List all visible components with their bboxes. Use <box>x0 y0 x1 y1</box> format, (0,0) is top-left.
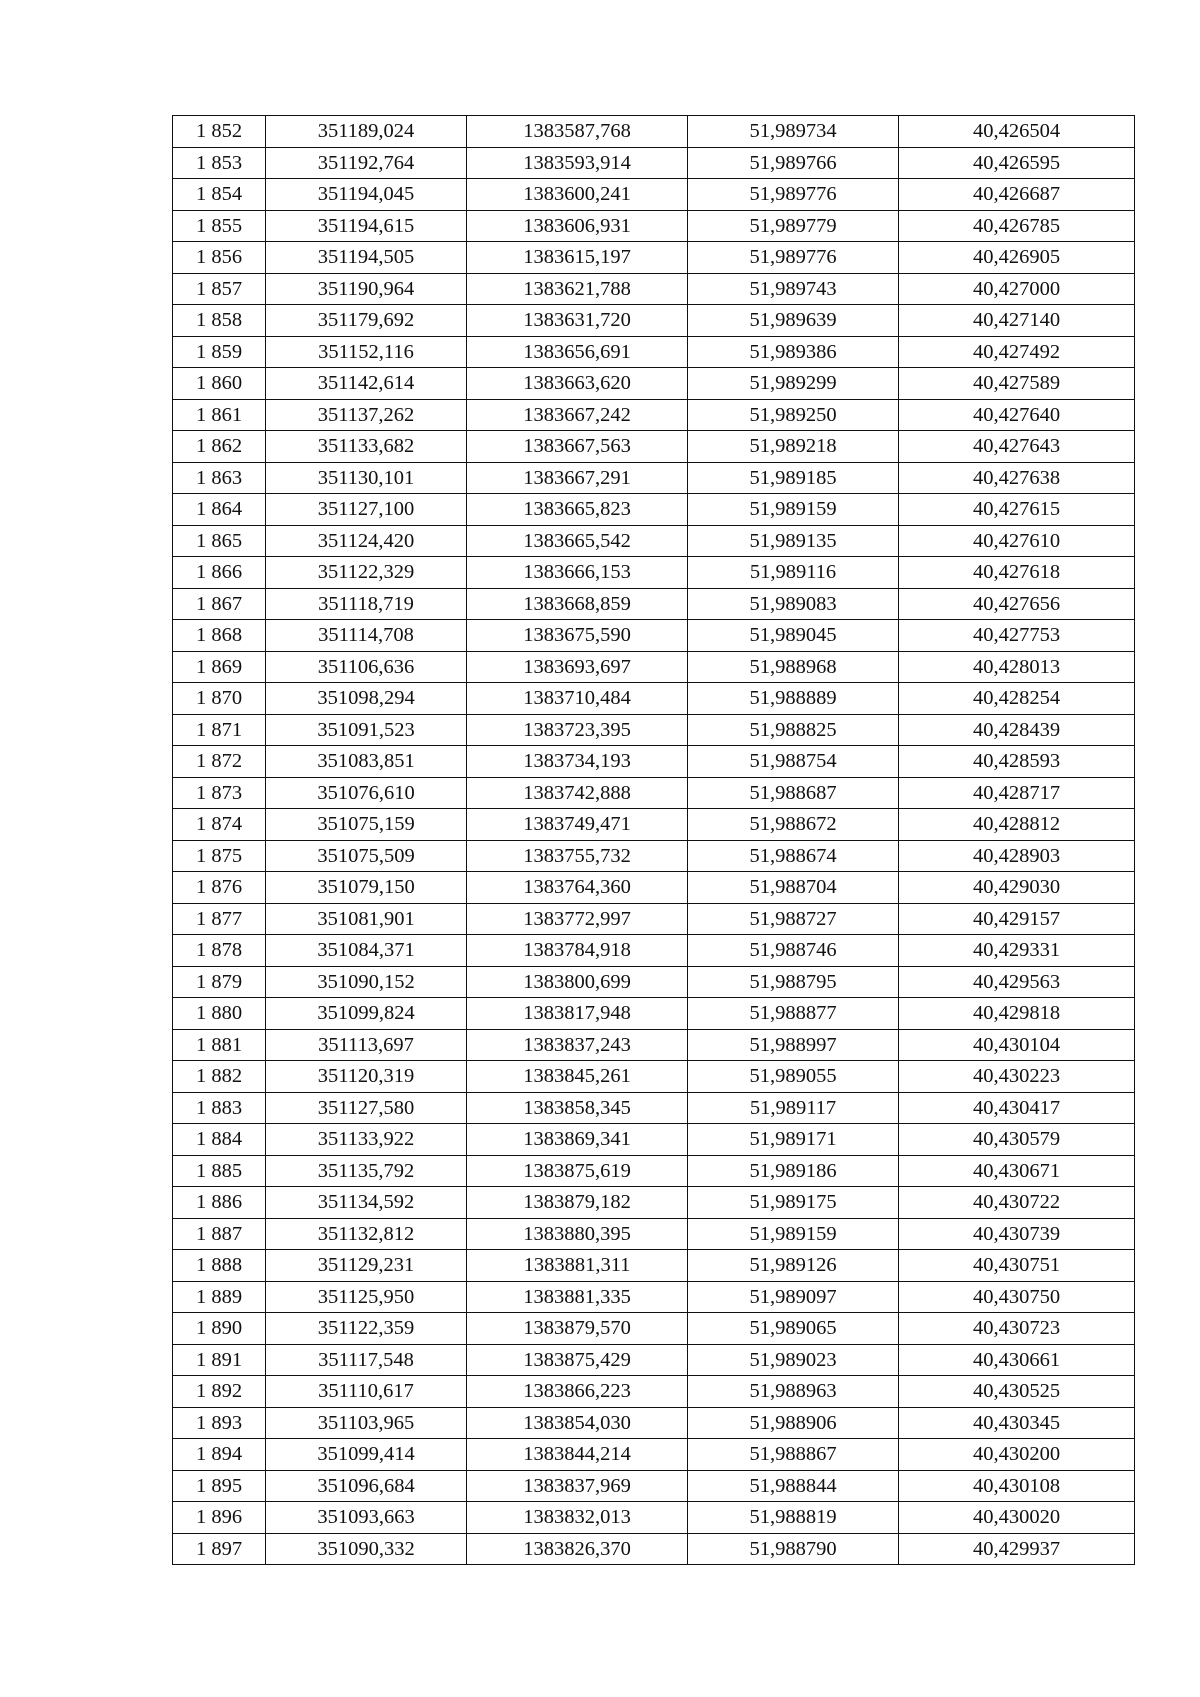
table-row <box>173 1313 1135 1345</box>
x-coordinate-cell: 351075,159 <box>266 809 467 841</box>
x-coordinate-cell: 351075,509 <box>266 840 467 872</box>
table-row <box>173 683 1135 715</box>
latitude-cell: 51,989135 <box>688 525 899 557</box>
point-number-cell: 1 870 <box>173 683 266 715</box>
latitude-cell: 51,989776 <box>688 179 899 211</box>
point-number-cell: 1 860 <box>173 368 266 400</box>
longitude-cell: 40,427618 <box>899 557 1135 589</box>
x-coordinate-cell: 351120,319 <box>266 1061 467 1093</box>
table-row <box>173 998 1135 1030</box>
point-number-cell: 1 865 <box>173 525 266 557</box>
y-coordinate-cell: 1383668,859 <box>467 588 688 620</box>
table-row <box>173 431 1135 463</box>
table-row <box>173 399 1135 431</box>
y-coordinate-cell: 1383845,261 <box>467 1061 688 1093</box>
point-number-cell: 1 872 <box>173 746 266 778</box>
longitude-cell: 40,426504 <box>899 116 1135 148</box>
y-coordinate-cell: 1383881,311 <box>467 1250 688 1282</box>
longitude-cell: 40,429157 <box>899 903 1135 935</box>
point-number-cell: 1 894 <box>173 1439 266 1471</box>
longitude-cell: 40,430722 <box>899 1187 1135 1219</box>
point-number-cell: 1 855 <box>173 210 266 242</box>
x-coordinate-cell: 351079,150 <box>266 872 467 904</box>
y-coordinate-cell: 1383631,720 <box>467 305 688 337</box>
table-row <box>173 1092 1135 1124</box>
point-number-cell: 1 868 <box>173 620 266 652</box>
point-number-cell: 1 879 <box>173 966 266 998</box>
x-coordinate-cell: 351122,329 <box>266 557 467 589</box>
table-row <box>173 1124 1135 1156</box>
y-coordinate-cell: 1383723,395 <box>467 714 688 746</box>
table-row <box>173 525 1135 557</box>
latitude-cell: 51,989097 <box>688 1281 899 1313</box>
x-coordinate-cell: 351099,824 <box>266 998 467 1030</box>
latitude-cell: 51,988825 <box>688 714 899 746</box>
longitude-cell: 40,430200 <box>899 1439 1135 1471</box>
longitude-cell: 40,427589 <box>899 368 1135 400</box>
point-number-cell: 1 863 <box>173 462 266 494</box>
table-row <box>173 1344 1135 1376</box>
y-coordinate-cell: 1383880,395 <box>467 1218 688 1250</box>
x-coordinate-cell: 351076,610 <box>266 777 467 809</box>
table-row <box>173 179 1135 211</box>
x-coordinate-cell: 351117,548 <box>266 1344 467 1376</box>
y-coordinate-cell: 1383667,291 <box>467 462 688 494</box>
y-coordinate-cell: 1383764,360 <box>467 872 688 904</box>
x-coordinate-cell: 351194,505 <box>266 242 467 274</box>
longitude-cell: 40,426785 <box>899 210 1135 242</box>
latitude-cell: 51,989023 <box>688 1344 899 1376</box>
point-number-cell: 1 867 <box>173 588 266 620</box>
y-coordinate-cell: 1383667,242 <box>467 399 688 431</box>
point-number-cell: 1 883 <box>173 1092 266 1124</box>
point-number-cell: 1 871 <box>173 714 266 746</box>
longitude-cell: 40,427615 <box>899 494 1135 526</box>
longitude-cell: 40,426687 <box>899 179 1135 211</box>
x-coordinate-cell: 351133,682 <box>266 431 467 463</box>
y-coordinate-cell: 1383606,931 <box>467 210 688 242</box>
x-coordinate-cell: 351132,812 <box>266 1218 467 1250</box>
point-number-cell: 1 886 <box>173 1187 266 1219</box>
longitude-cell: 40,427640 <box>899 399 1135 431</box>
y-coordinate-cell: 1383600,241 <box>467 179 688 211</box>
table-row <box>173 1407 1135 1439</box>
latitude-cell: 51,989299 <box>688 368 899 400</box>
table-row <box>173 557 1135 589</box>
x-coordinate-cell: 351118,719 <box>266 588 467 620</box>
longitude-cell: 40,428717 <box>899 777 1135 809</box>
point-number-cell: 1 891 <box>173 1344 266 1376</box>
x-coordinate-cell: 351125,950 <box>266 1281 467 1313</box>
longitude-cell: 40,430723 <box>899 1313 1135 1345</box>
longitude-cell: 40,430579 <box>899 1124 1135 1156</box>
latitude-cell: 51,988674 <box>688 840 899 872</box>
point-number-cell: 1 873 <box>173 777 266 809</box>
y-coordinate-cell: 1383656,691 <box>467 336 688 368</box>
y-coordinate-cell: 1383826,370 <box>467 1533 688 1565</box>
latitude-cell: 51,988819 <box>688 1502 899 1534</box>
latitude-cell: 51,988672 <box>688 809 899 841</box>
table-row <box>173 1502 1135 1534</box>
table-row <box>173 242 1135 274</box>
table-row <box>173 210 1135 242</box>
latitude-cell: 51,988727 <box>688 903 899 935</box>
y-coordinate-cell: 1383742,888 <box>467 777 688 809</box>
y-coordinate-cell: 1383844,214 <box>467 1439 688 1471</box>
longitude-cell: 40,426905 <box>899 242 1135 274</box>
point-number-cell: 1 881 <box>173 1029 266 1061</box>
latitude-cell: 51,989159 <box>688 1218 899 1250</box>
y-coordinate-cell: 1383665,542 <box>467 525 688 557</box>
longitude-cell: 40,428903 <box>899 840 1135 872</box>
longitude-cell: 40,428013 <box>899 651 1135 683</box>
point-number-cell: 1 859 <box>173 336 266 368</box>
point-number-cell: 1 887 <box>173 1218 266 1250</box>
x-coordinate-cell: 351124,420 <box>266 525 467 557</box>
x-coordinate-cell: 351192,764 <box>266 147 467 179</box>
y-coordinate-cell: 1383837,969 <box>467 1470 688 1502</box>
y-coordinate-cell: 1383615,197 <box>467 242 688 274</box>
point-number-cell: 1 877 <box>173 903 266 935</box>
x-coordinate-cell: 351081,901 <box>266 903 467 935</box>
table-row <box>173 872 1135 904</box>
latitude-cell: 51,989159 <box>688 494 899 526</box>
x-coordinate-cell: 351189,024 <box>266 116 467 148</box>
x-coordinate-cell: 351093,663 <box>266 1502 467 1534</box>
point-number-cell: 1 876 <box>173 872 266 904</box>
latitude-cell: 51,989065 <box>688 1313 899 1345</box>
longitude-cell: 40,430223 <box>899 1061 1135 1093</box>
latitude-cell: 51,989171 <box>688 1124 899 1156</box>
point-number-cell: 1 862 <box>173 431 266 463</box>
y-coordinate-cell: 1383710,484 <box>467 683 688 715</box>
longitude-cell: 40,428439 <box>899 714 1135 746</box>
longitude-cell: 40,428254 <box>899 683 1135 715</box>
table-row <box>173 1029 1135 1061</box>
longitude-cell: 40,427643 <box>899 431 1135 463</box>
x-coordinate-cell: 351135,792 <box>266 1155 467 1187</box>
y-coordinate-cell: 1383832,013 <box>467 1502 688 1534</box>
y-coordinate-cell: 1383693,697 <box>467 651 688 683</box>
y-coordinate-cell: 1383772,997 <box>467 903 688 935</box>
x-coordinate-cell: 351103,965 <box>266 1407 467 1439</box>
x-coordinate-cell: 351127,100 <box>266 494 467 526</box>
table-row <box>173 147 1135 179</box>
latitude-cell: 51,989116 <box>688 557 899 589</box>
x-coordinate-cell: 351194,615 <box>266 210 467 242</box>
latitude-cell: 51,988790 <box>688 1533 899 1565</box>
latitude-cell: 51,988844 <box>688 1470 899 1502</box>
x-coordinate-cell: 351133,922 <box>266 1124 467 1156</box>
table-row <box>173 840 1135 872</box>
table-row <box>173 746 1135 778</box>
latitude-cell: 51,988877 <box>688 998 899 1030</box>
longitude-cell: 40,430525 <box>899 1376 1135 1408</box>
longitude-cell: 40,427753 <box>899 620 1135 652</box>
latitude-cell: 51,989218 <box>688 431 899 463</box>
point-number-cell: 1 895 <box>173 1470 266 1502</box>
longitude-cell: 40,427638 <box>899 462 1135 494</box>
x-coordinate-cell: 351137,262 <box>266 399 467 431</box>
point-number-cell: 1 856 <box>173 242 266 274</box>
latitude-cell: 51,988889 <box>688 683 899 715</box>
longitude-cell: 40,430661 <box>899 1344 1135 1376</box>
table-row <box>173 1187 1135 1219</box>
point-number-cell: 1 896 <box>173 1502 266 1534</box>
latitude-cell: 51,989126 <box>688 1250 899 1282</box>
x-coordinate-cell: 351091,523 <box>266 714 467 746</box>
table-row <box>173 1155 1135 1187</box>
point-number-cell: 1 890 <box>173 1313 266 1345</box>
y-coordinate-cell: 1383837,243 <box>467 1029 688 1061</box>
y-coordinate-cell: 1383866,223 <box>467 1376 688 1408</box>
table-row <box>173 1533 1135 1565</box>
y-coordinate-cell: 1383817,948 <box>467 998 688 1030</box>
longitude-cell: 40,430345 <box>899 1407 1135 1439</box>
y-coordinate-cell: 1383755,732 <box>467 840 688 872</box>
table-row <box>173 777 1135 809</box>
table-row <box>173 1061 1135 1093</box>
point-number-cell: 1 897 <box>173 1533 266 1565</box>
table-row <box>173 116 1135 148</box>
latitude-cell: 51,989386 <box>688 336 899 368</box>
latitude-cell: 51,989766 <box>688 147 899 179</box>
longitude-cell: 40,430104 <box>899 1029 1135 1061</box>
table-row <box>173 651 1135 683</box>
y-coordinate-cell: 1383800,699 <box>467 966 688 998</box>
longitude-cell: 40,430751 <box>899 1250 1135 1282</box>
table-row <box>173 273 1135 305</box>
table-row <box>173 620 1135 652</box>
longitude-cell: 40,430417 <box>899 1092 1135 1124</box>
latitude-cell: 51,989734 <box>688 116 899 148</box>
coordinates-table-body <box>173 116 1135 1565</box>
longitude-cell: 40,428812 <box>899 809 1135 841</box>
y-coordinate-cell: 1383858,345 <box>467 1092 688 1124</box>
point-number-cell: 1 892 <box>173 1376 266 1408</box>
latitude-cell: 51,988997 <box>688 1029 899 1061</box>
y-coordinate-cell: 1383879,182 <box>467 1187 688 1219</box>
table-row <box>173 336 1135 368</box>
latitude-cell: 51,988906 <box>688 1407 899 1439</box>
x-coordinate-cell: 351099,414 <box>266 1439 467 1471</box>
latitude-cell: 51,989055 <box>688 1061 899 1093</box>
x-coordinate-cell: 351190,964 <box>266 273 467 305</box>
point-number-cell: 1 882 <box>173 1061 266 1093</box>
x-coordinate-cell: 351084,371 <box>266 935 467 967</box>
x-coordinate-cell: 351129,231 <box>266 1250 467 1282</box>
point-number-cell: 1 866 <box>173 557 266 589</box>
table-row <box>173 1218 1135 1250</box>
longitude-cell: 40,427492 <box>899 336 1135 368</box>
coordinates-table <box>172 115 1135 1565</box>
table-row <box>173 1376 1135 1408</box>
x-coordinate-cell: 351194,045 <box>266 179 467 211</box>
x-coordinate-cell: 351090,152 <box>266 966 467 998</box>
y-coordinate-cell: 1383875,429 <box>467 1344 688 1376</box>
longitude-cell: 40,426595 <box>899 147 1135 179</box>
y-coordinate-cell: 1383621,788 <box>467 273 688 305</box>
table-row <box>173 935 1135 967</box>
point-number-cell: 1 858 <box>173 305 266 337</box>
x-coordinate-cell: 351179,692 <box>266 305 467 337</box>
table-row <box>173 494 1135 526</box>
latitude-cell: 51,989186 <box>688 1155 899 1187</box>
table-row <box>173 462 1135 494</box>
y-coordinate-cell: 1383675,590 <box>467 620 688 652</box>
latitude-cell: 51,988867 <box>688 1439 899 1471</box>
latitude-cell: 51,989779 <box>688 210 899 242</box>
table-row <box>173 588 1135 620</box>
longitude-cell: 40,430108 <box>899 1470 1135 1502</box>
x-coordinate-cell: 351106,636 <box>266 651 467 683</box>
longitude-cell: 40,429331 <box>899 935 1135 967</box>
y-coordinate-cell: 1383879,570 <box>467 1313 688 1345</box>
x-coordinate-cell: 351130,101 <box>266 462 467 494</box>
table-row <box>173 903 1135 935</box>
point-number-cell: 1 853 <box>173 147 266 179</box>
latitude-cell: 51,989776 <box>688 242 899 274</box>
table-row <box>173 809 1135 841</box>
x-coordinate-cell: 351134,592 <box>266 1187 467 1219</box>
longitude-cell: 40,430739 <box>899 1218 1135 1250</box>
latitude-cell: 51,988795 <box>688 966 899 998</box>
point-number-cell: 1 861 <box>173 399 266 431</box>
table-row <box>173 1470 1135 1502</box>
y-coordinate-cell: 1383875,619 <box>467 1155 688 1187</box>
latitude-cell: 51,988968 <box>688 651 899 683</box>
longitude-cell: 40,429818 <box>899 998 1135 1030</box>
longitude-cell: 40,427656 <box>899 588 1135 620</box>
latitude-cell: 51,989250 <box>688 399 899 431</box>
point-number-cell: 1 884 <box>173 1124 266 1156</box>
latitude-cell: 51,988704 <box>688 872 899 904</box>
longitude-cell: 40,427140 <box>899 305 1135 337</box>
x-coordinate-cell: 351090,332 <box>266 1533 467 1565</box>
y-coordinate-cell: 1383587,768 <box>467 116 688 148</box>
table-row <box>173 368 1135 400</box>
longitude-cell: 40,429937 <box>899 1533 1135 1565</box>
latitude-cell: 51,988746 <box>688 935 899 967</box>
y-coordinate-cell: 1383734,193 <box>467 746 688 778</box>
y-coordinate-cell: 1383749,471 <box>467 809 688 841</box>
point-number-cell: 1 875 <box>173 840 266 872</box>
point-number-cell: 1 880 <box>173 998 266 1030</box>
table-row <box>173 1439 1135 1471</box>
x-coordinate-cell: 351110,617 <box>266 1376 467 1408</box>
longitude-cell: 40,429030 <box>899 872 1135 904</box>
point-number-cell: 1 889 <box>173 1281 266 1313</box>
longitude-cell: 40,430020 <box>899 1502 1135 1534</box>
point-number-cell: 1 878 <box>173 935 266 967</box>
latitude-cell: 51,989083 <box>688 588 899 620</box>
y-coordinate-cell: 1383663,620 <box>467 368 688 400</box>
y-coordinate-cell: 1383665,823 <box>467 494 688 526</box>
latitude-cell: 51,989743 <box>688 273 899 305</box>
latitude-cell: 51,988754 <box>688 746 899 778</box>
latitude-cell: 51,989185 <box>688 462 899 494</box>
point-number-cell: 1 857 <box>173 273 266 305</box>
latitude-cell: 51,988687 <box>688 777 899 809</box>
longitude-cell: 40,427000 <box>899 273 1135 305</box>
longitude-cell: 40,430671 <box>899 1155 1135 1187</box>
latitude-cell: 51,989117 <box>688 1092 899 1124</box>
y-coordinate-cell: 1383666,153 <box>467 557 688 589</box>
longitude-cell: 40,427610 <box>899 525 1135 557</box>
y-coordinate-cell: 1383869,341 <box>467 1124 688 1156</box>
y-coordinate-cell: 1383784,918 <box>467 935 688 967</box>
x-coordinate-cell: 351098,294 <box>266 683 467 715</box>
x-coordinate-cell: 351096,684 <box>266 1470 467 1502</box>
y-coordinate-cell: 1383881,335 <box>467 1281 688 1313</box>
y-coordinate-cell: 1383854,030 <box>467 1407 688 1439</box>
point-number-cell: 1 893 <box>173 1407 266 1439</box>
x-coordinate-cell: 351083,851 <box>266 746 467 778</box>
x-coordinate-cell: 351142,614 <box>266 368 467 400</box>
longitude-cell: 40,428593 <box>899 746 1135 778</box>
table-row <box>173 714 1135 746</box>
point-number-cell: 1 869 <box>173 651 266 683</box>
table-row <box>173 1250 1135 1282</box>
x-coordinate-cell: 351114,708 <box>266 620 467 652</box>
point-number-cell: 1 885 <box>173 1155 266 1187</box>
x-coordinate-cell: 351127,580 <box>266 1092 467 1124</box>
y-coordinate-cell: 1383667,563 <box>467 431 688 463</box>
x-coordinate-cell: 351152,116 <box>266 336 467 368</box>
point-number-cell: 1 874 <box>173 809 266 841</box>
longitude-cell: 40,429563 <box>899 966 1135 998</box>
x-coordinate-cell: 351122,359 <box>266 1313 467 1345</box>
longitude-cell: 40,430750 <box>899 1281 1135 1313</box>
point-number-cell: 1 864 <box>173 494 266 526</box>
point-number-cell: 1 888 <box>173 1250 266 1282</box>
point-number-cell: 1 854 <box>173 179 266 211</box>
latitude-cell: 51,989639 <box>688 305 899 337</box>
x-coordinate-cell: 351113,697 <box>266 1029 467 1061</box>
table-row <box>173 305 1135 337</box>
table-row <box>173 1281 1135 1313</box>
point-number-cell: 1 852 <box>173 116 266 148</box>
latitude-cell: 51,988963 <box>688 1376 899 1408</box>
table-row <box>173 966 1135 998</box>
latitude-cell: 51,989045 <box>688 620 899 652</box>
latitude-cell: 51,989175 <box>688 1187 899 1219</box>
y-coordinate-cell: 1383593,914 <box>467 147 688 179</box>
